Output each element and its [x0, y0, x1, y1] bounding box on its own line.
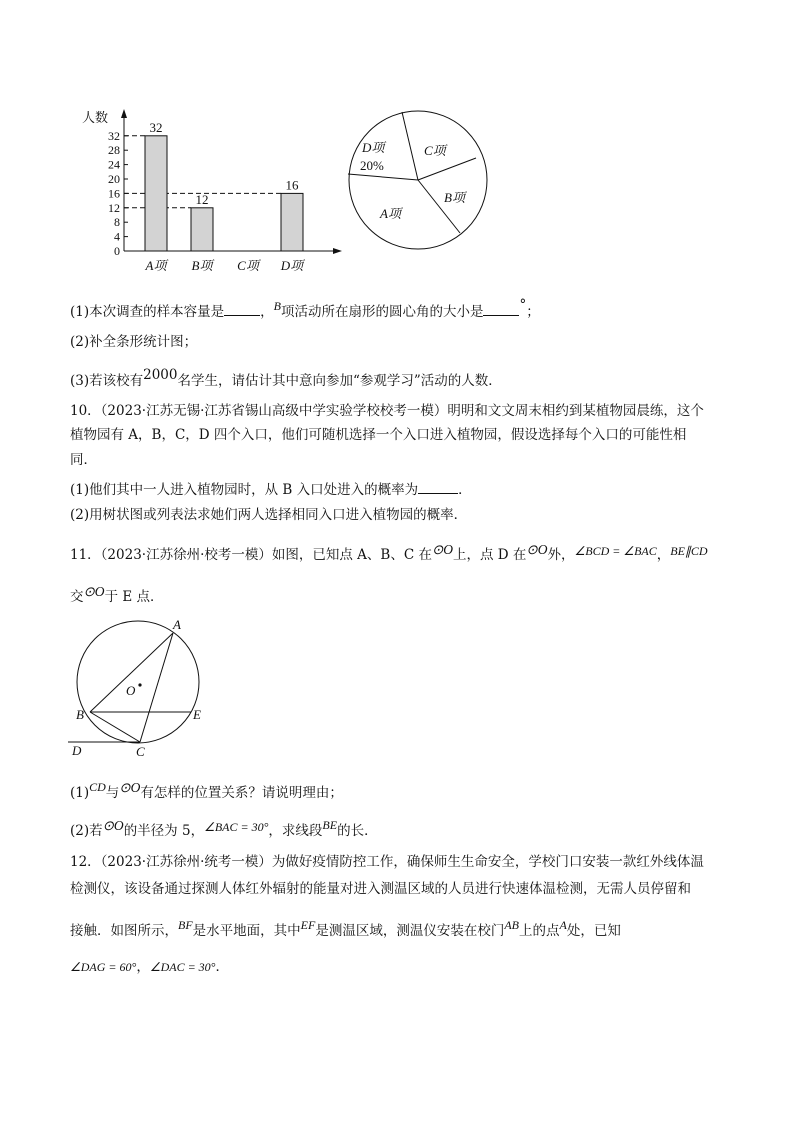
pie-label-b: B项	[444, 190, 465, 205]
q11-p1-text-a: (1)	[70, 785, 90, 801]
q11-geometry-figure	[60, 615, 220, 765]
y-tick-label: 0	[114, 244, 120, 258]
q11-circle	[77, 621, 199, 743]
q9-p3-number: 2000	[143, 367, 178, 383]
q11-text-b: 上，点 D 在	[453, 547, 527, 563]
pie-label-d: D项	[362, 140, 385, 155]
q10-stem-line2: 植物园有 A，B，C，D 四个入口，他们可随机选择一个入口进入植物园，假设选择每个入口的可能性相	[70, 427, 687, 443]
pie-divider-c-b	[418, 158, 476, 180]
q12-text-c: 是测温区域，测温仪安装在校门	[315, 923, 505, 939]
q12-stem-line4	[70, 958, 229, 976]
x-category-label: C项	[237, 258, 259, 273]
pie-value-d: 20%	[360, 158, 384, 173]
q9-p1-text-a: (1)本次调查的样本容量是	[70, 304, 225, 320]
q9-p1-text-c: 项活动所在扇形的圆心角的大小是	[280, 304, 484, 320]
y-tick-label: 8	[114, 215, 120, 230]
q9-part1	[70, 297, 540, 321]
y-tick-label: 24	[108, 157, 120, 172]
q12-end: ．	[215, 959, 229, 975]
q11-label-a: A	[173, 617, 181, 632]
y-tick-label: 20	[108, 172, 120, 186]
bar	[191, 208, 213, 251]
q11-circle-o-3: ⊙O	[83, 584, 105, 599]
bar-value-label: 32	[149, 119, 163, 135]
q11-text-line2-b: 于 E 点．	[104, 589, 164, 605]
q10-stem-line1: 10．（2023·江苏无锡·江苏省锡山高级中学实验学校校考一模）明明和文文周末相约到某植物园晨练，这个	[70, 403, 704, 419]
q11-part1	[70, 780, 343, 802]
bar-value-label: 16	[285, 177, 299, 193]
q9-part3	[70, 367, 502, 390]
q10-stem-line3: 同．	[70, 452, 97, 468]
q11-p1-text-b: 与	[105, 785, 120, 801]
q12-text-d: 上的点	[519, 923, 560, 939]
x-category-label: A项	[145, 258, 167, 273]
x-category-label: B项	[191, 258, 213, 273]
q11-circle-o-2: ⊙O	[526, 542, 548, 557]
q9-p3-text-a: (3)若该校有	[70, 373, 144, 389]
q11-p2-text-c: ，求线段	[268, 823, 323, 839]
q9-blank-2	[483, 302, 519, 316]
q12-angle-dac: ∠DAC = 30°	[149, 960, 216, 974]
q10-p1-end: ．	[458, 482, 472, 498]
q12-sep: ，	[136, 959, 150, 975]
q11-p2-text-b: 的半径为 5，	[123, 823, 205, 839]
q11-p1-cd: CD	[89, 780, 106, 794]
y-tick-label: 32	[108, 128, 120, 143]
q11-sep: ，	[656, 547, 671, 563]
pie-chart	[340, 110, 500, 255]
q12-ef: EF	[300, 918, 316, 932]
q11-part2	[70, 818, 378, 840]
q10-p1-text: (1)他们其中一人进入植物园时，从 B 入口处进入的概率为	[70, 482, 419, 498]
q11-text-line2-a: 交	[70, 589, 84, 605]
q11-circle-o-1: ⊙O	[431, 542, 454, 557]
bar-chart	[70, 105, 355, 275]
q12-text-a: 接触．如图所示，	[70, 923, 178, 939]
pie-label-a: A项	[380, 206, 401, 221]
q11-label-b: B	[76, 707, 84, 722]
y-tick-label: 28	[108, 143, 120, 158]
q12-angle-dag: ∠DAG = 60°	[70, 960, 137, 974]
y-axis-arrow	[121, 109, 127, 118]
q11-p2-text-d: 的长．	[337, 823, 378, 839]
q11-p2-text-a: (2)若	[70, 823, 103, 839]
q11-label-o: O	[126, 683, 136, 698]
q11-condition-angle: ∠BCD = ∠BAC	[574, 544, 657, 558]
x-category-label: D项	[280, 258, 304, 273]
q9-p1-text-b: ，	[260, 304, 274, 320]
q12-text-e: 处，已知	[566, 923, 621, 939]
q12-ab: AB	[504, 918, 520, 932]
q11-text-a: 11．（2023·江苏徐州·校考一模）如图，已知点 A、B、C 在	[70, 547, 432, 563]
y-tick-label: 4	[114, 229, 120, 244]
bar	[145, 136, 167, 251]
q11-circle-o-4: ⊙O	[119, 780, 141, 795]
y-tick-label: 16	[108, 186, 120, 201]
bar	[281, 193, 303, 251]
q11-p2-angle: ∠BAC = 30°	[204, 820, 269, 834]
q9-p3-text-b: 名学生，请估计其中意向参加“参观学习”活动的人数．	[177, 373, 502, 389]
q9-blank-1	[224, 302, 260, 316]
pie-divider-b-a	[418, 180, 460, 233]
q11-center-dot	[138, 683, 141, 686]
q11-text-c: 外，	[547, 547, 575, 563]
q12-stem-line2: 检测仪，该设备通过探测人体红外辐射的能量对进入测温区域的人员进行快速体温检测，无需人员停留和	[70, 881, 691, 897]
q10-part2: (2)用树状图或列表法求她们两人选择相同入口进入植物园的概率．	[70, 507, 468, 523]
pie-divider-a-d	[348, 174, 418, 180]
q11-label-e: E	[193, 707, 201, 722]
q9-p1-degree: °	[519, 297, 527, 313]
pie-label-c: C项	[424, 143, 446, 158]
q10-part1	[70, 480, 472, 499]
q11-label-c: C	[136, 744, 145, 759]
y-tick-label: 12	[108, 200, 120, 215]
pie-divider-d-c	[402, 112, 418, 180]
q12-bf: BF	[178, 918, 193, 932]
q10-blank	[418, 480, 458, 494]
q12-stem-line1: 12．（2023·江苏徐州·统考一模）为做好疫情防控工作，确保师生生命安全，学校门口安装一款红外线体温	[70, 854, 704, 870]
y-axis-label: 人数	[82, 110, 109, 125]
bar-value-label: 12	[195, 191, 209, 207]
q12-a: A	[559, 918, 567, 932]
q12-text-b: 是水平地面，其中	[192, 923, 301, 939]
q11-label-d: D	[72, 743, 82, 758]
q11-stem-line2	[70, 584, 164, 606]
q11-stem-line1	[70, 542, 708, 564]
q11-p2-be: BE	[322, 818, 338, 832]
q11-circle-o-5: ⊙O	[102, 818, 124, 833]
q9-part2: (2)补全条形统计图；	[70, 334, 198, 350]
q9-p1-var-b: B	[273, 299, 281, 313]
q11-p1-text-c: 有怎样的位置关系？请说明理由；	[140, 785, 343, 801]
q11-condition-parallel: BE∥CD	[670, 544, 708, 558]
q9-p1-end: ；	[526, 304, 540, 320]
q12-stem-line3	[70, 918, 621, 940]
